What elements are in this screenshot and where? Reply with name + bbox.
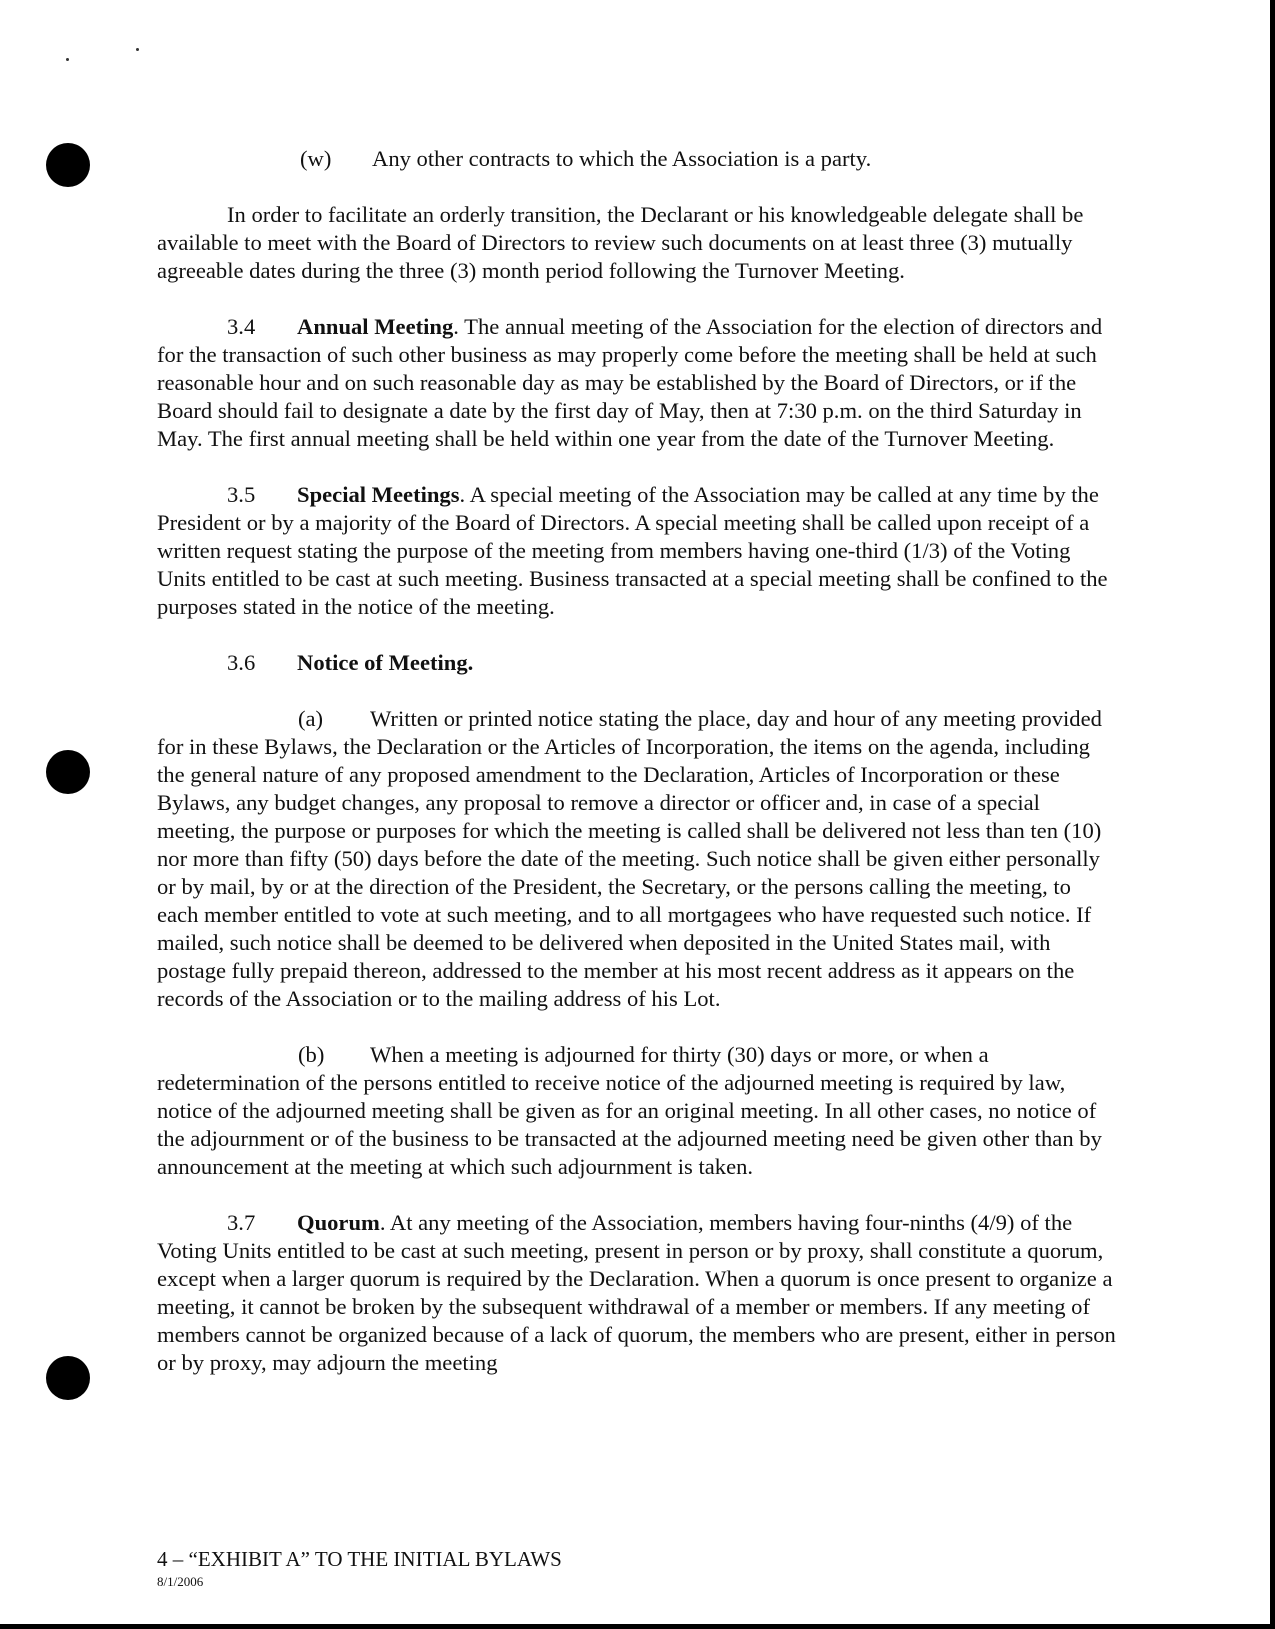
section-3-5-text: . A special meeting of the Association may be called at any time by the President or by a majority of the Board of Directors. A special meeting shall be called upon receipt of a written request stating the purpose of the meeting from members having one-third (1/3) of the Voting Units entitled to be cast at such meeting. Business transacted at a special meeting shall be confined to the purposes stated in the notice of the meeting. bbox=[157, 482, 1108, 619]
scan-speck bbox=[136, 48, 139, 51]
footer-date: 8/1/2006 bbox=[157, 1574, 204, 1589]
item-w bbox=[157, 145, 1117, 173]
section-3-6-b-label: (b) bbox=[298, 1042, 325, 1067]
section-3-6-b-text: When a meeting is adjourned for thirty (30) days or more, or when a redetermination of the persons entitled to receive notice of the adjourned meeting is required by law, notice of the adjourned meeting shall be given as for an original meeting. In all other cases, no notice of the adjournment or of the business to be transacted at the adjourned meeting need be given other than by announcement at the meeting at which such adjournment is taken. bbox=[157, 1042, 1102, 1179]
section-3-7-title: Quorum bbox=[297, 1210, 380, 1235]
section-3-6-a-label: (a) bbox=[298, 706, 324, 731]
document-body bbox=[157, 145, 1117, 1377]
section-3-7-text: . At any meeting of the Association, members having four-ninths (4/9) of the Voting Units entitled to be cast at such meeting, present in person or by proxy, shall constitute a quorum, except when a larger quorum is required by the Declaration. When a quorum is once present to organize a meeting, it cannot be broken by the subsequent withdrawal of a member or members. If any meeting of members cannot be organized because of a lack of quorum, the members who are present, either in person or by proxy, may adjourn the meeting bbox=[157, 1210, 1116, 1375]
section-3-5-number: 3.5 bbox=[227, 482, 256, 507]
section-3-5 bbox=[157, 481, 1117, 621]
punch-hole-middle bbox=[46, 750, 90, 794]
section-3-7-number: 3.7 bbox=[227, 1210, 256, 1235]
section-3-6-b bbox=[157, 1041, 1117, 1181]
section-3-4-title: Annual Meeting bbox=[297, 314, 454, 339]
section-3-6-heading bbox=[157, 649, 1117, 677]
scan-speck bbox=[66, 58, 69, 61]
section-3-7 bbox=[157, 1209, 1117, 1377]
item-w-text: Any other contracts to which the Association is a party. bbox=[372, 146, 872, 171]
section-3-4-text: . The annual meeting of the Association for the election of directors and for the transaction of such other business as may properly come before the meeting shall be held at such reasonable hour and on such reasonable day as may be established by the Board of Directors, or if the Board should fail to designate a date by the first day of May, then at 7:30 p.m. on the third Saturday in May. The first annual meeting shall be held within one year from the date of the Turnover Meeting. bbox=[157, 314, 1103, 451]
punch-hole-bottom bbox=[46, 1356, 90, 1400]
item-w-label: (w) bbox=[300, 146, 332, 171]
section-3-6-number: 3.6 bbox=[227, 650, 256, 675]
page-footer: 4 – “EXHIBIT A” TO THE INITIAL BYLAWS bbox=[157, 1547, 562, 1571]
section-3-6-a-text: Written or printed notice stating the place, day and hour of any meeting provided for in these Bylaws, the Declaration or the Articles of Incorporation, the items on the agenda, including the general nature of any proposed amendment to the Declaration, Articles of Incorporation or these Bylaws, any budget changes, any proposal to remove a director or officer and, in case of a special meeting, the purpose or purposes for which the meeting is called shall be delivered not less than ten (10) nor more than fifty (50) days before the date of the meeting. Such notice shall be given either personally or by mail, by or at the direction of the President, the Secretary, or the persons calling the meeting, to each member entitled to vote at such meeting, and to all mortgagees who have requested such notice. If mailed, such notice shall be deemed to be delivered when deposited in the United States mail, with postage fully prepaid thereon, addressed to the member at his most recent address as it appears on the records of the Association or to the mailing address of his Lot. bbox=[157, 706, 1102, 1011]
section-3-6-title-period: . bbox=[467, 650, 474, 675]
punch-hole-top bbox=[46, 143, 90, 187]
section-3-4 bbox=[157, 313, 1117, 453]
section-3-5-title: Special Meetings bbox=[297, 482, 460, 507]
section-3-4-number: 3.4 bbox=[227, 314, 256, 339]
transition-paragraph: In order to facilitate an orderly transition, the Declarant or his knowledgeable delegate shall be available to meet with the Board of Directors to review such documents on at least three (3) mutually agreeable dates during the three (3) month period following the Turnover Meeting. bbox=[157, 202, 1084, 283]
section-3-6-title: Notice of Meeting bbox=[297, 650, 468, 675]
section-3-6-a bbox=[157, 705, 1117, 1013]
